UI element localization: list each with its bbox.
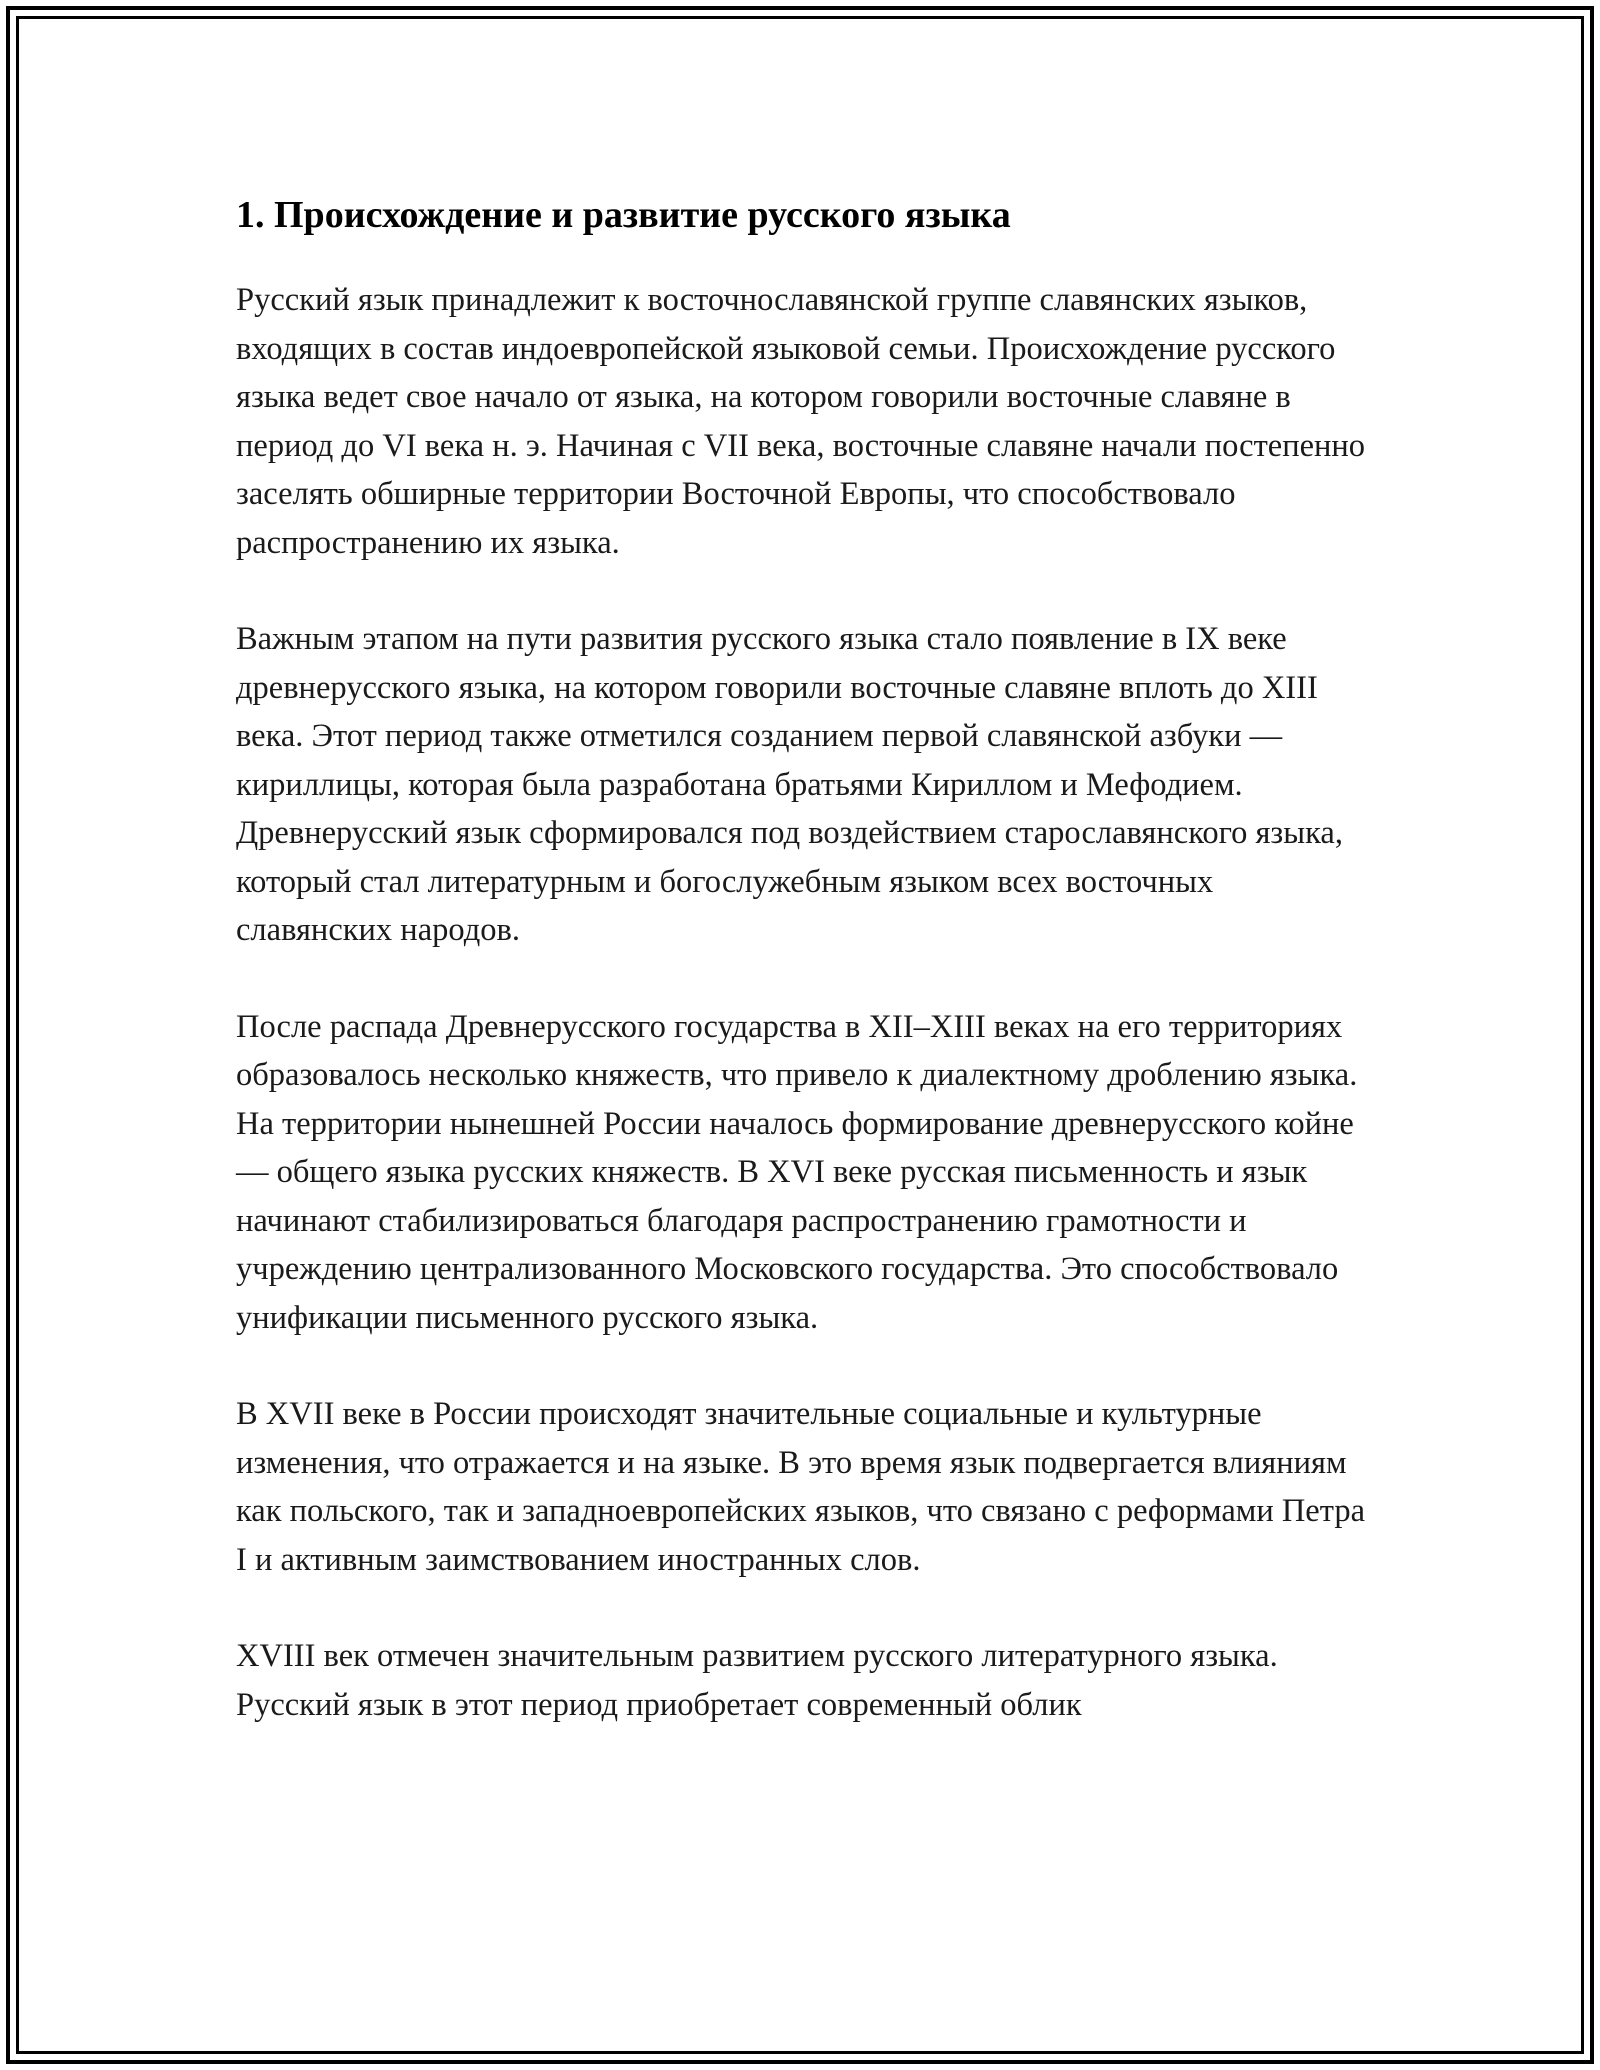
document-body — [236, 188, 1376, 1777]
paragraph: Важным этапом на пути развития русского языка стало появление в IX веке древнерусского языка, на котором говорили восточные славяне вплоть до XIII века. Этот период также отметился созданием первой славянской азбуки — кириллицы, которая была разработана братьями Кириллом и Мефодием. Древнерусский язык сформировался под воздействием старославянского языка, который стал литературным и богослужебным языком всех восточных славянских народов. — [236, 621, 1343, 948]
paragraph: Русский язык принадлежит к восточнославянской группе славянских языков, входящих в состав индоевропейской языковой семьи. Происхождение русского языка ведет свое начало от языка, на котором говорили восточные славяне в период до VI века н. э. Начиная с VII века, восточные славяне начали постепенно заселять обширные территории Восточной Европы, что способствовало распространению их языка. — [236, 282, 1366, 561]
paragraph: XVIII век отмечен значительным развитием русского литературного языка. Русский язык в этот период приобретает современный облик — [236, 1638, 1278, 1723]
paragraph: В XVII веке в России происходят значительные социальные и культурные изменения, что отражается и на языке. В это время язык подвергается влияниям как польского, так и западноевропейских языков, что связано с реформами Петра I и активным заимствованием иностранных слов. — [236, 1396, 1366, 1578]
paragraph: После распада Древнерусского государства в XII–XIII веках на его территориях образовалось несколько княжеств, что привело к диалектному дроблению языка. На территории нынешней России началось формирование древнерусского койне — общего языка русских княжеств. В XVI веке русская письменность и язык начинают стабилизироваться благодаря распространению грамотности и учреждению централизованного Московского государства. Это способствовало унификации письменного русского языка. — [236, 1008, 1358, 1336]
section-heading: 1. Происхождение и развитие русского языка — [236, 194, 1011, 236]
